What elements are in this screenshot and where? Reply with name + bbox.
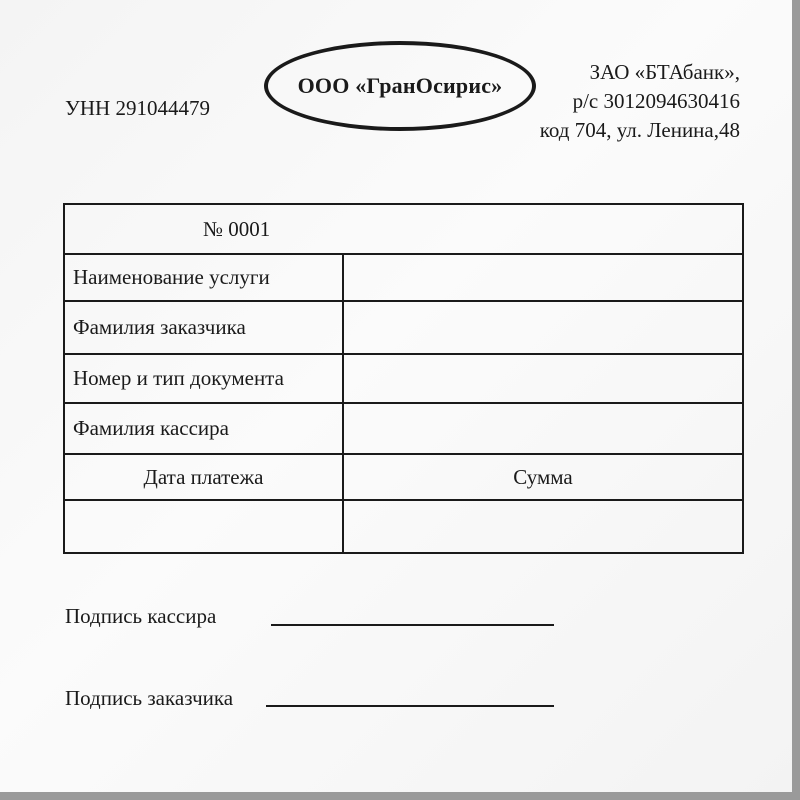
form-row-document [64,354,743,403]
bank-account: р/с 3012094630416 [572,89,740,113]
document-field[interactable] [343,354,743,403]
organization-name: ООО «ГранОсирис» [297,73,503,98]
bank-details [540,58,740,145]
customer-signature-line[interactable] [266,705,554,707]
form-row-cashier [64,403,743,454]
customer-surname-label: Фамилия заказчика [64,301,343,354]
sum-field[interactable] [343,500,743,553]
number-row [64,204,743,254]
organization-oval [264,41,536,131]
cashier-signature-label: Подпись кассира [65,604,217,628]
cashier-surname-field[interactable] [343,403,743,454]
form-row-headers [64,454,743,500]
service-label: Наименование услуги [64,254,343,301]
cashier-signature-line[interactable] [271,624,554,626]
receipt-number: № 0001 [64,204,743,254]
document-label: Номер и тип документа [64,354,343,403]
customer-surname-field[interactable] [343,301,743,354]
customer-signature-label: Подпись заказчика [65,686,234,710]
payment-date-header: Дата платежа [64,454,343,500]
bank-address: код 704, ул. Ленина,48 [539,118,740,142]
form-row-service [64,254,743,301]
service-field[interactable] [343,254,743,301]
unn-text: УНН 291044479 [65,96,210,120]
form-row-customer [64,301,743,354]
sum-header: Сумма [343,454,743,500]
bank-name: ЗАО «БТАбанк», [589,60,740,84]
payment-date-field[interactable] [64,500,343,553]
receipt-form-table [63,203,744,554]
form-row-values [64,500,743,553]
cashier-surname-label: Фамилия кассира [64,403,343,454]
